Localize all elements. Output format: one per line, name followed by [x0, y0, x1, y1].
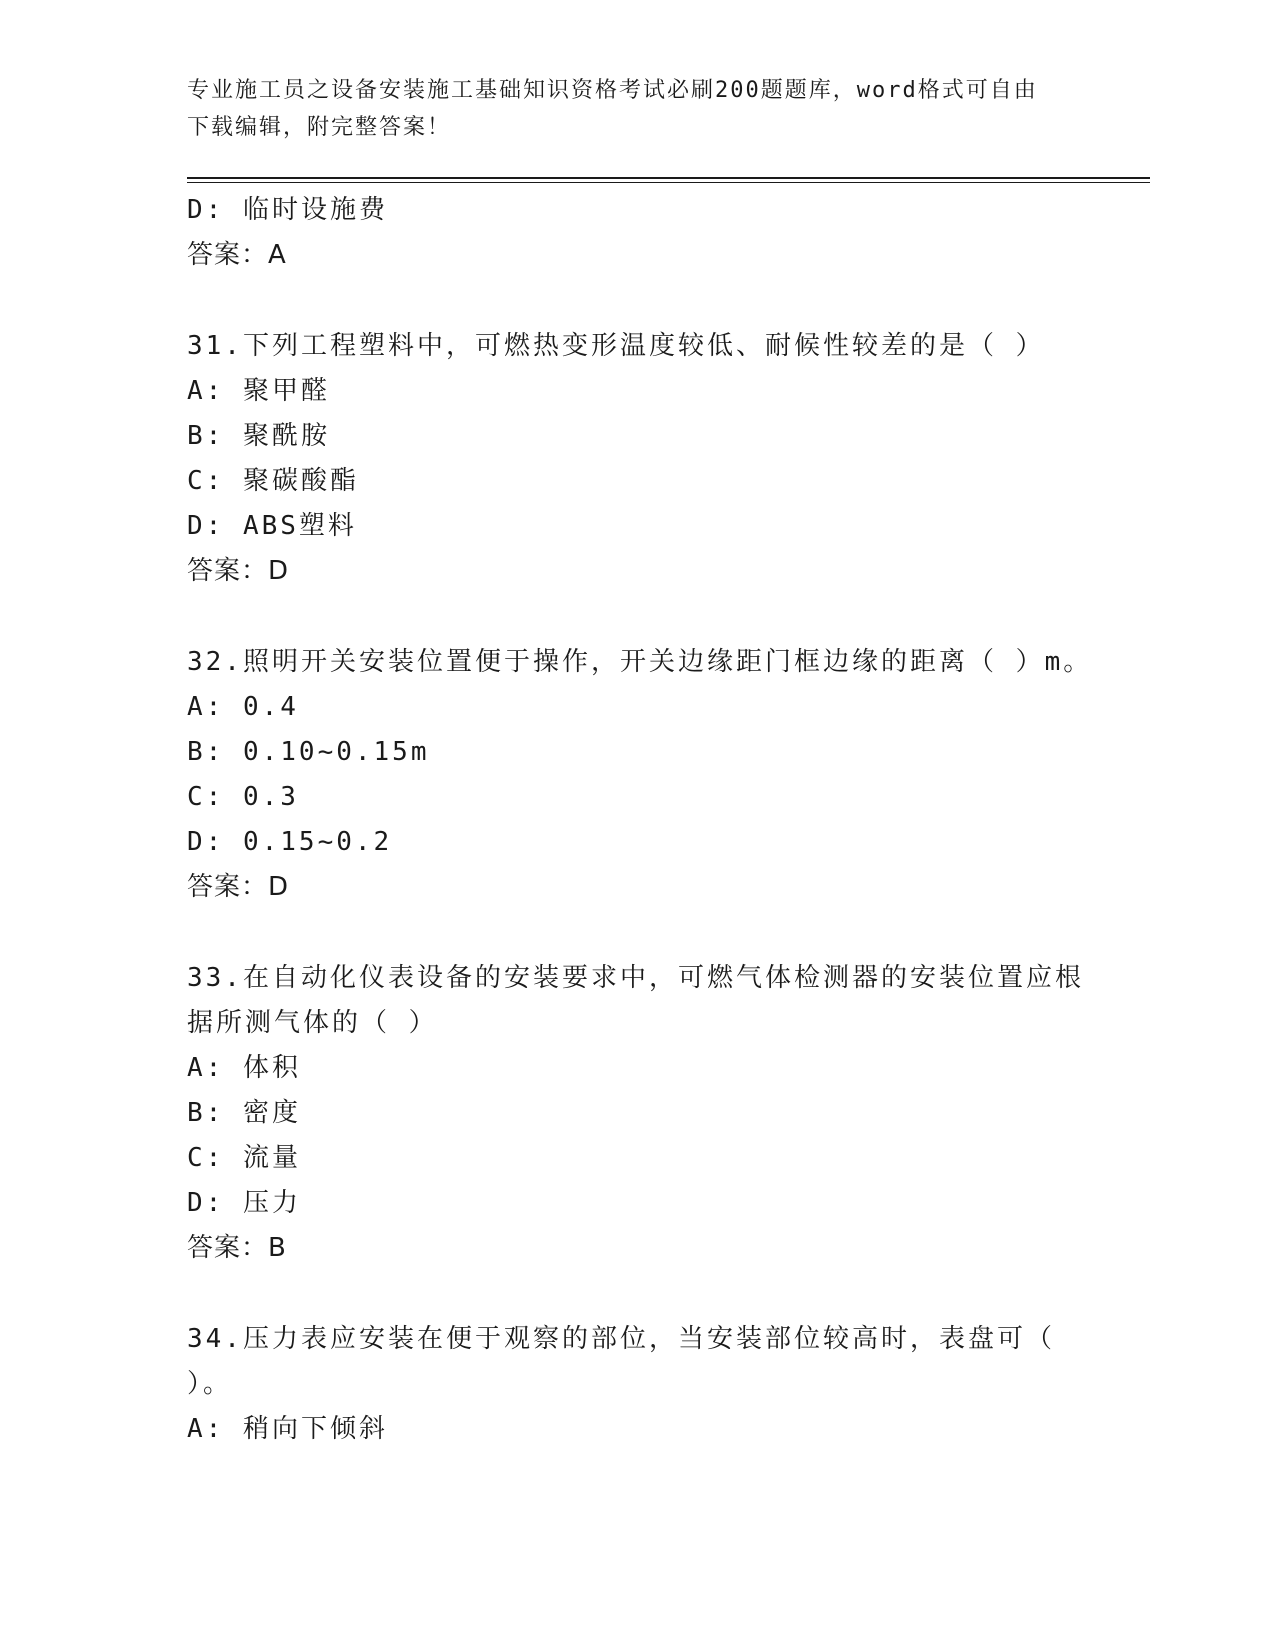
option-d: D: 压力 — [187, 1188, 301, 1218]
question-stem-line-2: ）。 — [187, 1369, 233, 1399]
option-b: B: 聚酰胺 — [187, 421, 330, 451]
option-a: A: 体积 — [187, 1053, 301, 1083]
question-stem-line-2: 据所测气体的（ ） — [187, 1008, 438, 1038]
option-d: D: ABS塑料 — [187, 511, 357, 541]
option-d-prev: D: 临时设施费 — [187, 195, 388, 225]
spacer — [187, 910, 1087, 956]
question-stem-line-1: 34.压力表应安装在便于观察的部位，当安装部位较高时，表盘可（ — [187, 1324, 1055, 1354]
answer: 答案：D — [187, 556, 290, 586]
header-title-line-1: 专业施工员之设备安装施工基础知识资格考试必刷200题题库，word格式可自由 — [187, 78, 1038, 103]
question-32 — [187, 640, 1093, 910]
option-a: A: 0.4 — [187, 692, 299, 722]
answer: 答案：D — [187, 872, 290, 902]
header-divider-thin — [187, 182, 1150, 183]
option-a: A: 聚甲醛 — [187, 376, 330, 406]
option-c: C: 流量 — [187, 1143, 301, 1173]
spacer — [187, 278, 1087, 324]
question-stem-line-1: 33.在自动化仪表设备的安装要求中，可燃气体检测器的安装位置应根 — [187, 963, 1084, 993]
header-title-line-2: 下载编辑，附完整答案！ — [187, 115, 452, 140]
question-34 — [187, 1317, 1087, 1452]
answer-prev: 答案：A — [187, 240, 287, 270]
question-33 — [187, 956, 1087, 1271]
option-c: C: 0.3 — [187, 782, 299, 812]
option-b: B: 密度 — [187, 1098, 301, 1128]
question-31 — [187, 324, 1087, 594]
option-a: A: 稍向下倾斜 — [187, 1414, 388, 1444]
question-body — [187, 188, 1093, 1452]
option-d: D: 0.15~0.2 — [187, 827, 393, 857]
question-stem: 32.照明开关安装位置便于操作，开关边缘距门框边缘的距离（ ）m。 — [187, 647, 1093, 677]
document-header — [187, 72, 1087, 146]
header-divider-thick — [187, 177, 1150, 179]
question-stem: 31.下列工程塑料中，可燃热变形温度较低、耐候性较差的是（ ） — [187, 331, 1045, 361]
answer: 答案：B — [187, 1233, 287, 1263]
option-c: C: 聚碳酸酯 — [187, 466, 359, 496]
spacer — [187, 1271, 1087, 1317]
spacer — [187, 594, 1087, 640]
option-b: B: 0.10~0.15m — [187, 737, 430, 767]
